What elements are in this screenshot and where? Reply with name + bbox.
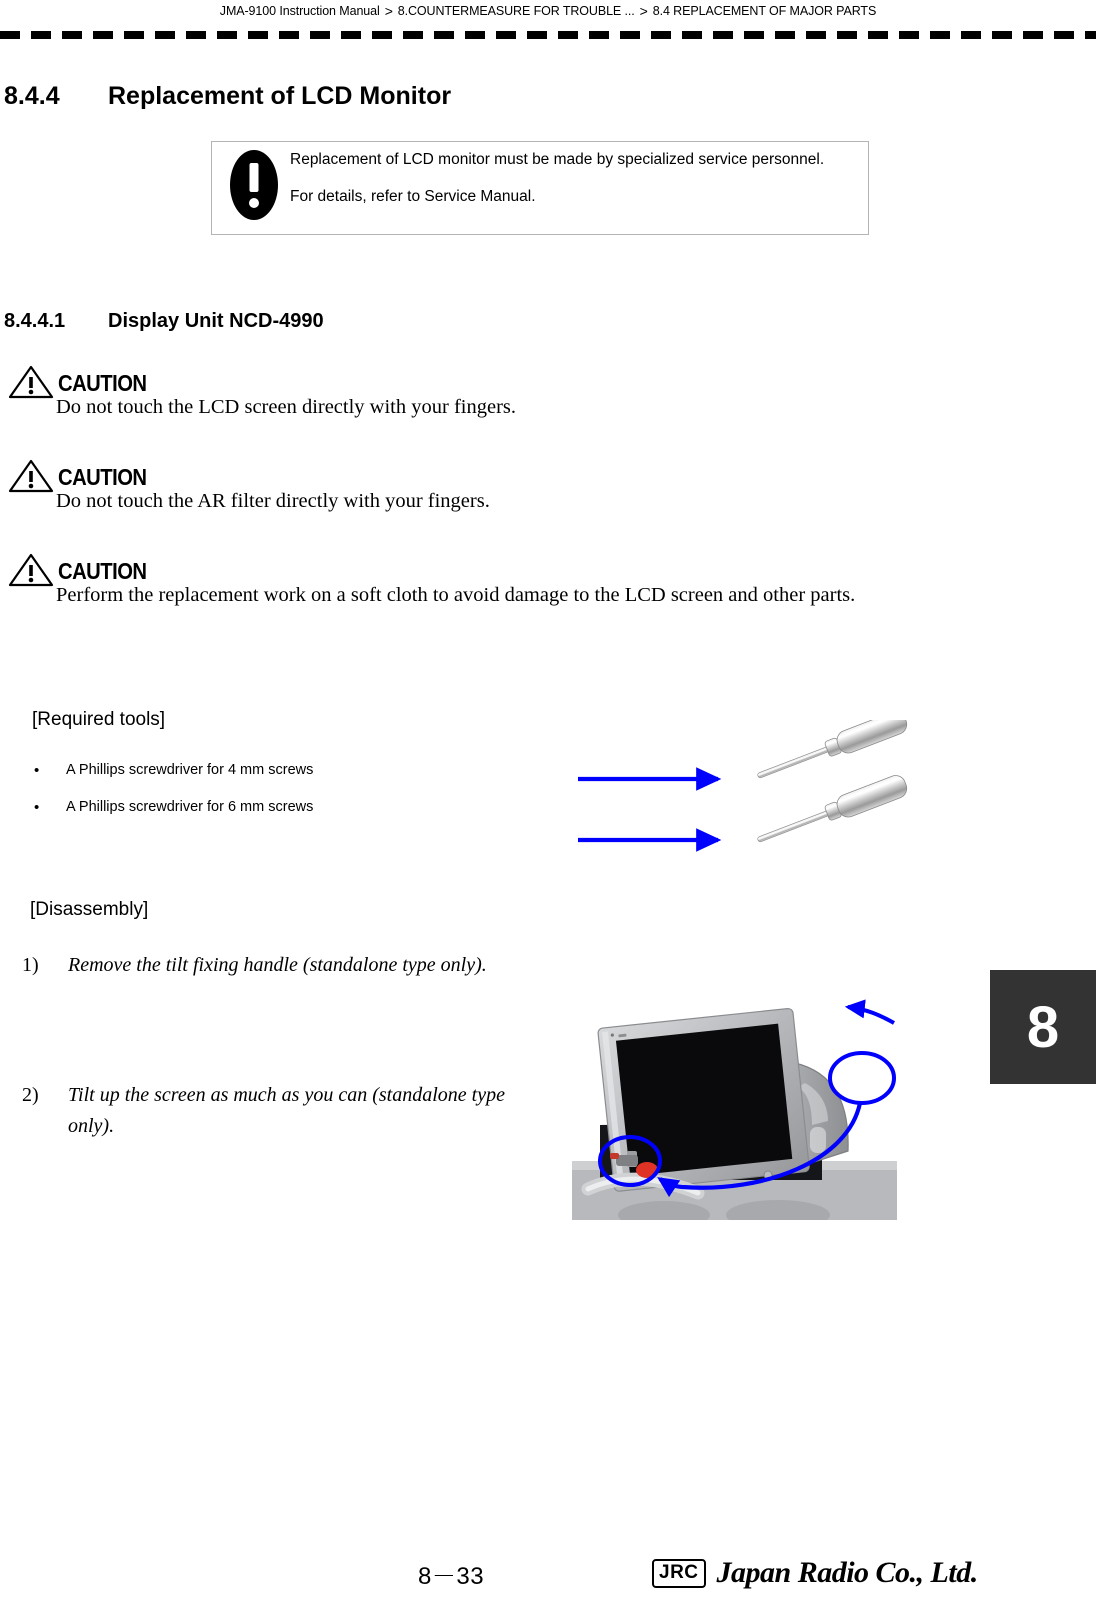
section-title: Replacement of LCD Monitor xyxy=(108,82,452,110)
breadcrumb-item-chapter: 8.COUNTERMEASURE FOR TROUBLE ... xyxy=(397,4,635,18)
required-tools-list xyxy=(32,762,502,837)
list-item xyxy=(32,799,502,816)
caution-label: CAUTION xyxy=(58,370,147,396)
bullet-icon: • xyxy=(34,799,40,817)
breadcrumb xyxy=(0,0,1096,22)
notice-line-1: Replacement of LCD monitor must be made by specialized service personnel. xyxy=(290,151,825,168)
notice-line-2: For details, refer to Service Manual. xyxy=(290,187,536,205)
caution-label: CAUTION xyxy=(58,558,147,584)
page-number: 8－33 xyxy=(418,1563,485,1590)
section-number: 8.4.4 xyxy=(4,82,60,110)
chapter-number: 8 xyxy=(1026,994,1060,1060)
tool-label: A Phillips screwdriver for 4 mm screws xyxy=(66,762,314,778)
breadcrumb-item-manual: JMA-9100 Instruction Manual xyxy=(219,4,380,18)
caution-label: CAUTION xyxy=(58,464,147,490)
subsection-title: Display Unit NCD-4990 xyxy=(108,310,324,332)
warning-triangle-icon xyxy=(8,365,54,399)
company-name: Japan Radio Co., Ltd. xyxy=(716,1556,978,1589)
header-dashed-divider xyxy=(0,31,1096,39)
section-heading-8441 xyxy=(4,310,324,333)
warning-triangle-icon xyxy=(8,553,54,587)
breadcrumb-separator-icon: > xyxy=(384,3,393,19)
lcd-screen xyxy=(616,1024,792,1176)
disassembly-step xyxy=(22,950,542,981)
list-item xyxy=(32,762,502,779)
notice-text xyxy=(282,142,868,208)
jrc-logo xyxy=(652,1556,978,1590)
screwdriver-icon xyxy=(754,720,910,787)
disassembly-step xyxy=(22,1080,542,1142)
step-text: Tilt up the screen as much as you can (standalone type only). xyxy=(68,1084,505,1137)
section-heading-844 xyxy=(4,82,451,111)
caution-text: Perform the replacement work on a soft cloth to avoid damage to the LCD screen and other parts. xyxy=(56,584,856,606)
warning-triangle-icon xyxy=(8,459,54,493)
breadcrumb-item-section: 8.4 REPLACEMENT OF MAJOR PARTS xyxy=(652,4,877,18)
disassembly-title: [Disassembly] xyxy=(30,899,149,920)
tilt-direction-arrow-icon xyxy=(848,1007,894,1023)
step-number: 1) xyxy=(22,954,39,976)
caution-text: Do not touch the LCD screen directly with your fingers. xyxy=(56,396,516,418)
caution-block xyxy=(0,365,1000,422)
screwdriver-icon xyxy=(754,773,910,851)
page-footer xyxy=(0,1556,1096,1606)
callout-circle-bracket xyxy=(830,1053,894,1103)
subsection-number: 8.4.4.1 xyxy=(4,310,66,332)
exclamation-mark-icon xyxy=(226,150,282,220)
caution-block xyxy=(0,459,1000,516)
notice-box xyxy=(211,141,869,235)
chapter-tab xyxy=(990,970,1096,1084)
lcd-monitor-photo xyxy=(572,975,897,1220)
jrc-mark-icon: JRC xyxy=(652,1559,706,1588)
caution-text: Do not touch the AR filter directly with your fingers. xyxy=(56,490,490,512)
required-tools-title: [Required tools] xyxy=(32,709,166,730)
caution-block xyxy=(0,553,1000,610)
step-text: Remove the tilt fixing handle (standalone type only). xyxy=(68,954,487,976)
bullet-icon: • xyxy=(34,762,40,779)
step-number: 2) xyxy=(22,1084,39,1106)
screwdriver-illustration xyxy=(560,720,910,880)
tool-label: A Phillips screwdriver for 6 mm screws xyxy=(66,799,314,816)
breadcrumb-separator-icon: > xyxy=(639,3,648,19)
